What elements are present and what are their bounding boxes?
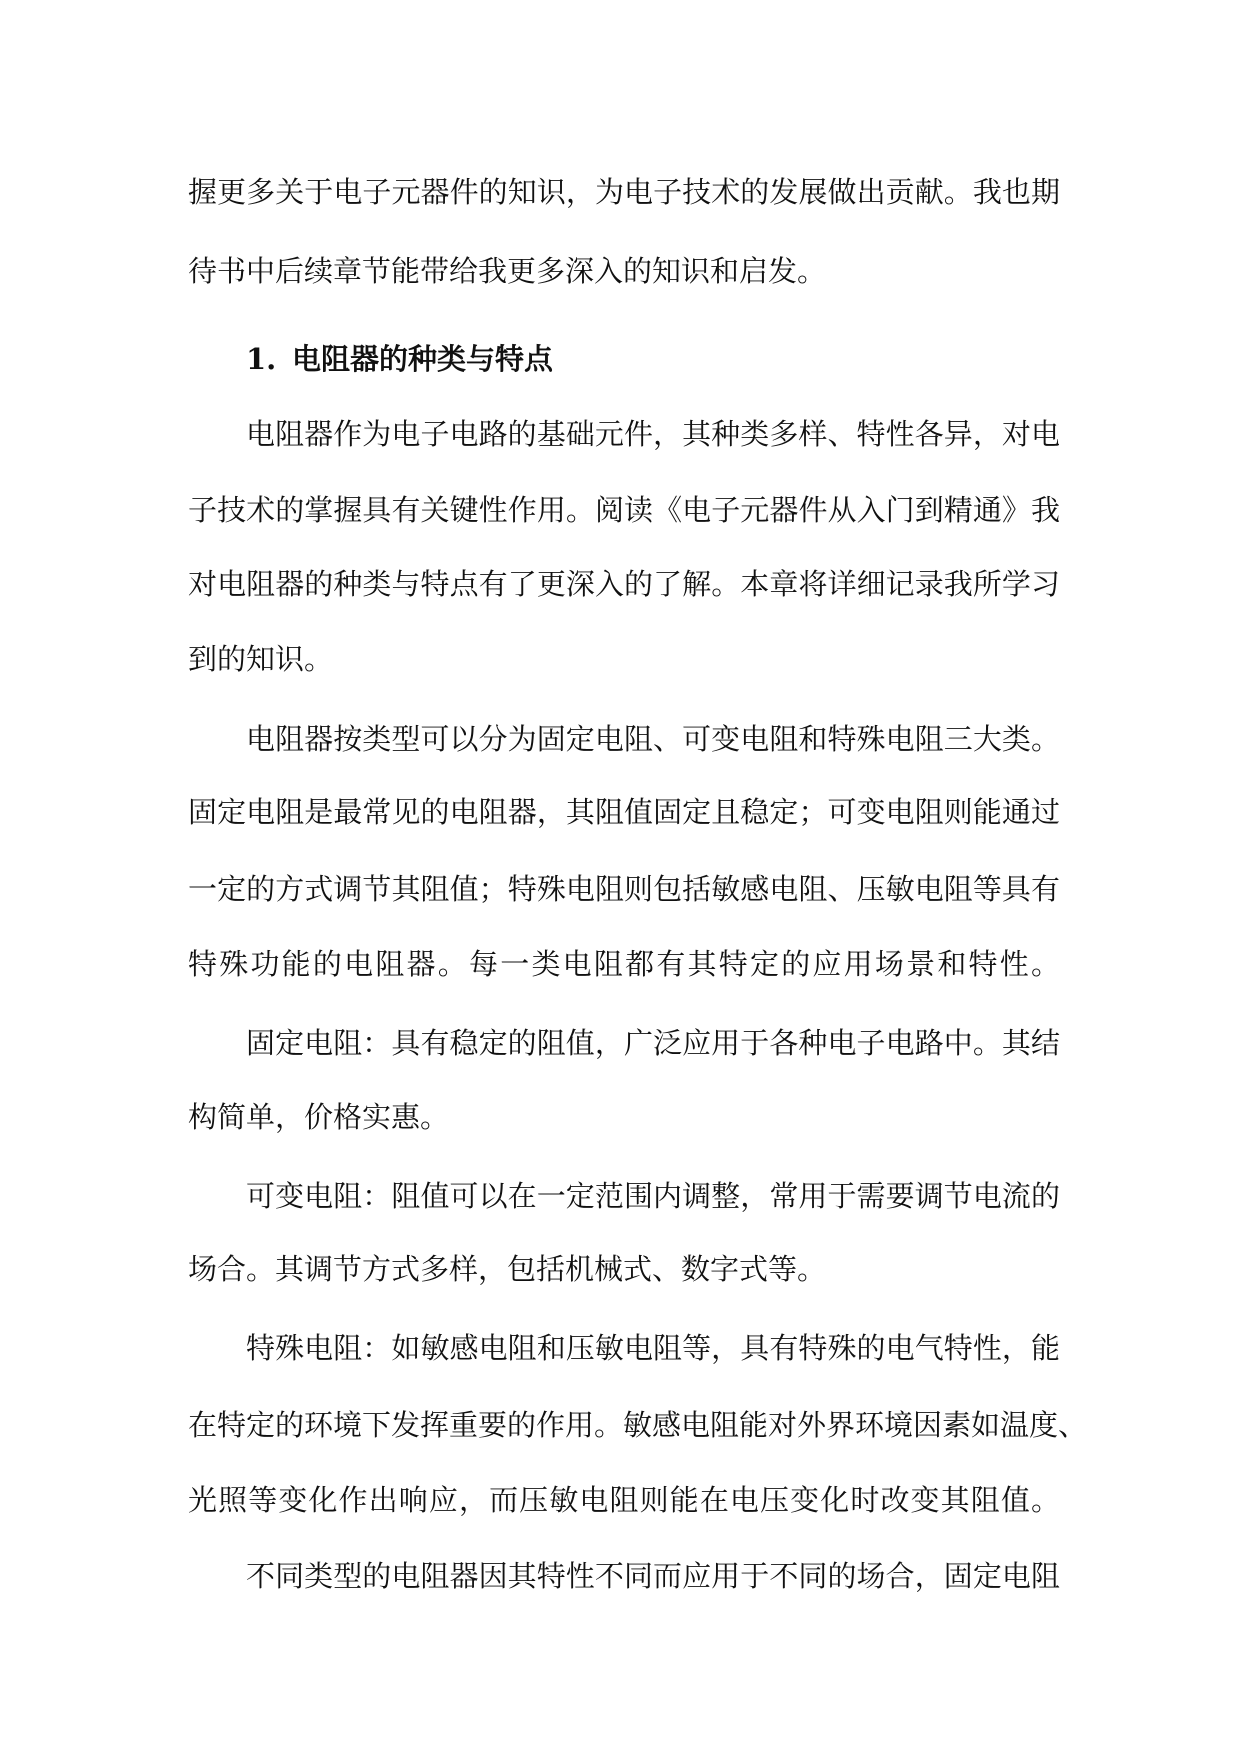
- paragraph-6-line: 不同类型的电阻器因其特性不同而应用于不同的场合，固定电阻: [246, 1559, 1060, 1593]
- paragraph-2-line: 一定的方式调节其阻值；特殊电阻则包括敏感电阻、压敏电阻等具有: [188, 872, 1060, 906]
- paragraph-3-line: 固定电阻：具有稳定的阻值，广泛应用于各种电子电路中。其结: [246, 1026, 1060, 1060]
- paragraph-5-line: 在特定的环境下发挥重要的作用。敏感电阻能对外界环境因素如温度、: [188, 1408, 1088, 1442]
- section-title: 电阻器的种类与特点: [292, 342, 554, 376]
- paragraph-1-line: 对电阻器的种类与特点有了更深入的了解。本章将详细记录我所学习: [188, 567, 1060, 601]
- paragraph-2-line: 电阻器按类型可以分为固定电阻、可变电阻和特殊电阻三大类。: [246, 722, 1060, 756]
- paragraph-1-line: 子技术的掌握具有关键性作用。阅读《电子元器件从入门到精通》我: [188, 493, 1060, 527]
- paragraph-2-line: 固定电阻是最常见的电阻器，其阻值固定且稳定；可变电阻则能通过: [188, 795, 1060, 829]
- paragraph-2-line: 特殊功能的电阻器。每一类电阻都有其特定的应用场景和特性。: [188, 947, 1060, 981]
- paragraph-3-line: 构简单，价格实惠。: [188, 1100, 450, 1134]
- paragraph-1-line: 到的知识。: [188, 642, 334, 676]
- paragraph-1-line: 电阻器作为电子电路的基础元件，其种类多样、特性各异，对电: [246, 417, 1060, 451]
- paragraph-4-line: 可变电阻：阻值可以在一定范围内调整，常用于需要调节电流的: [246, 1179, 1060, 1213]
- paragraph-4-line: 场合。其调节方式多样，包括机械式、数字式等。: [188, 1252, 827, 1286]
- section-number: 1.: [246, 342, 277, 376]
- intro-paragraph-line: 握更多关于电子元器件的知识，为电子技术的发展做出贡献。我也期: [188, 175, 1060, 209]
- intro-paragraph-line: 待书中后续章节能带给我更多深入的知识和启发。: [188, 254, 827, 288]
- paragraph-5-line: 特殊电阻：如敏感电阻和压敏电阻等，具有特殊的电气特性，能: [246, 1331, 1060, 1365]
- paragraph-5-line: 光照等变化作出响应，而压敏电阻则能在电压变化时改变其阻值。: [188, 1483, 1060, 1517]
- section-heading: [246, 339, 553, 379]
